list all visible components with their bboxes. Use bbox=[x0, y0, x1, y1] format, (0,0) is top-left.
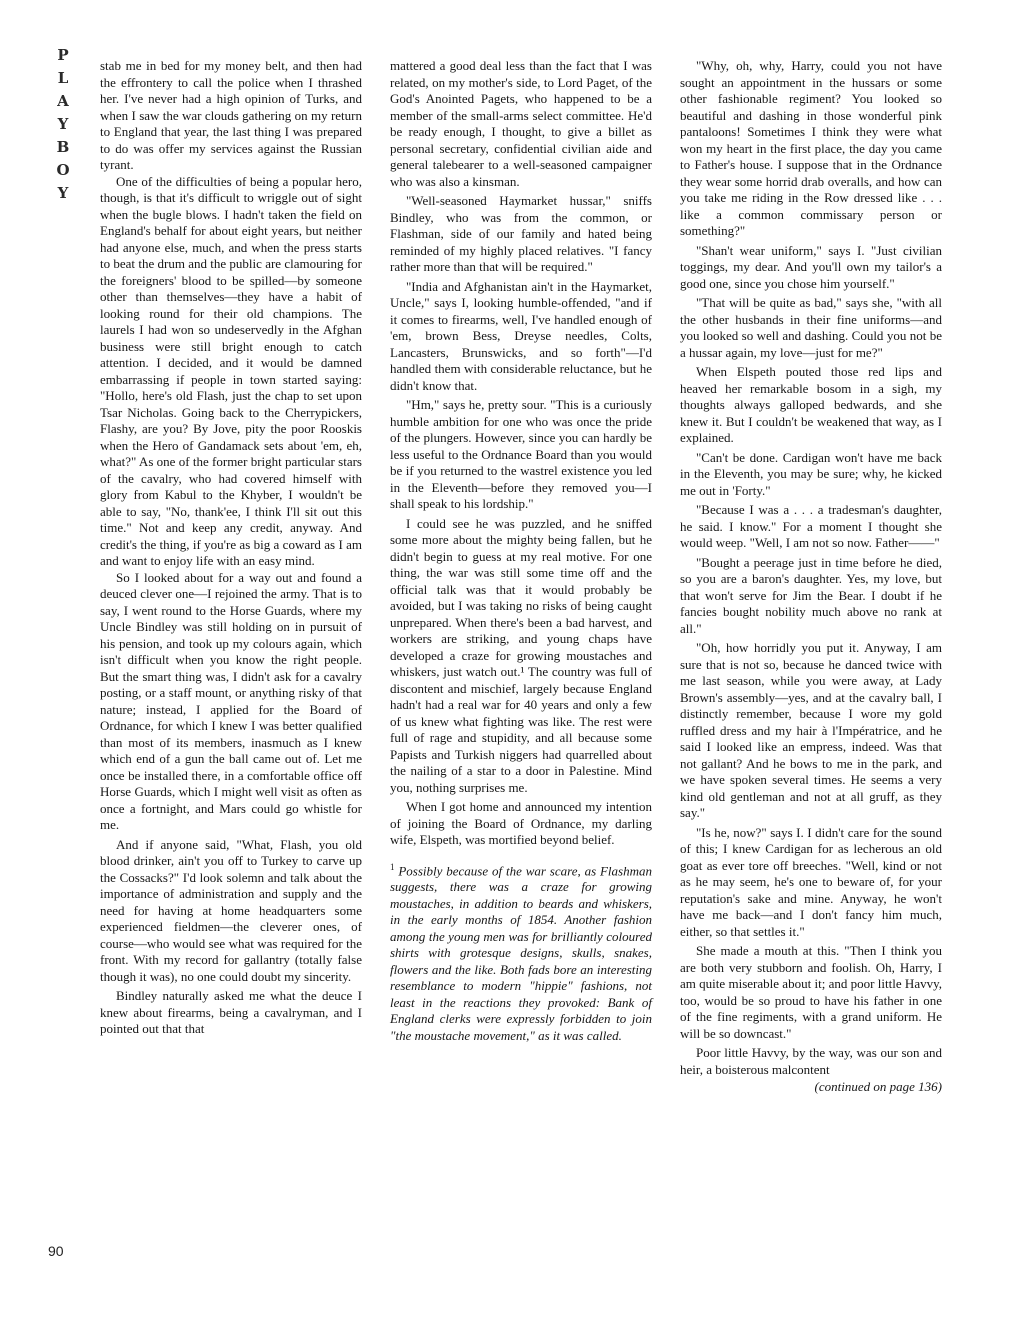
paragraph: "Why, oh, why, Harry, could you not have sought an appointment in the hussars or some other fashionable regiment? You looked so beautiful and dashing in those wonderful pink pantaloons! Sometimes I think they were what won my heart in the first place, the day you came to Father's house. I suppose that in the Ordnance they wear some horrid drab overalls, and how can you take me riding in the Row dressed like . . . like a common commissary person or something?" bbox=[680, 58, 942, 238]
paragraph: stab me in bed for my money belt, and then had the effrontery to call the police when I thrashed her. I've never had a high opinion of Turks, and when I saw the war clouds gathering on my return to England that year, the last thing I was prepared to do was offer my services against the Russian tyrant. bbox=[100, 58, 362, 172]
paragraph: "Can't be done. Cardigan won't have me back in the Eleventh, you may be sure; why, he kicked me out in 'Forty." bbox=[680, 449, 942, 498]
logo-letter: O bbox=[56, 161, 70, 179]
logo-letter: B bbox=[56, 138, 70, 156]
text-column-1 bbox=[100, 58, 362, 1038]
magazine-logo bbox=[50, 44, 76, 205]
paragraph: So I looked about for a way out and found a deuced clever one—I rejoined the army. That is to say, I went round to the Horse Guards, where my Uncle Bindley was still holding on in pursuit of his pension, and took up my colours again, which isn't difficult when you know the right people. But the smart thing was, I didn't ask for a cavalry posting, or a staff mount, or anything risky of that nature; instead, I applied for the Board of Ordnance, for which I knew I was better qualified than most of its members, inasmuch as I knew which end of a gun the ball came out of. Let me once be installed there, in a comfortable office off Horse Guards, which I might well visit as often as once a fortnight, and Mars could go whistle for me. bbox=[100, 569, 362, 832]
logo-letter: Y bbox=[57, 184, 69, 202]
paragraph: One of the difficulties of being a popular hero, though, is that it's difficult to wriggle out of sight when the bugle blows. I hadn't taken the field on England's behalf for about eight years, but neither had anyone else, much, and when the press starts to beat the drum and the public are clamouring for the foreigners' blood to be spilled—by someone other than themselves—they have a habit of looking round for their old champions. The laurels I had won so undeservedly in the Afghan business were still bright enough to catch attention. I decided, and it would be damned embarrassing if people in town started saying: "Hollo, here's old Flash, just the chap to set upon Tsar Nicholas. Going back to the Cherrypickers, Flashy, are you? By Jove, pity the poor Rooskis when the Hero of Gandamack sets about 'em, eh, what?" As one of the former bright particular stars of the cavalry, who had covered himself with glory from Kabul to the Khyber, I wouldn't be able to say, "No, thank'ee, I think I'll sit out this time." Not and keep any credit, anyway. And credit's the thing, if you're as big a coward as I am and want to enjoy life with an easy mind. bbox=[100, 173, 362, 568]
paragraph: "Because I was a . . . a tradesman's daughter, he said. I know." For a moment I thought she would weep. "Well, I am not so now. Father——" bbox=[680, 502, 942, 550]
paragraph: mattered a good deal less than the fact that I was related, on my mother's side, to Lord Paget, of the God's Anointed Pagets, who happened to be a member of the small-arms select committee. He'd be ready enough, I thought, to give a billet as personal secretary, confidential civilian aide and general talebearer to a well-seasoned campaigner who was also a kinsman. bbox=[390, 58, 652, 189]
logo-letter: P bbox=[57, 46, 69, 64]
paragraph: "Is he, now?" says I. I didn't care for the sound of this; I knew Cardigan for as lecherous an old goat as ever tore off breeches. "Well, kind or not as he may seem, he's one to beware of, for your reputation's sake and mine. Anyway, he won't have me back—and I don't fancy him much, either, so that settles it." bbox=[680, 824, 942, 939]
paragraph: When Elspeth pouted those red lips and heaved her remarkable bosom in a sigh, my thoughts always galloped bedwards, and she knew it. But I couldn't be weakened that way, as I explained. bbox=[680, 364, 942, 445]
logo-letter: L bbox=[57, 69, 69, 87]
paragraph: "Shan't wear uniform," says I. "Just civilian toggings, my dear. And you'll own my tailor's a good one, since you chose him yourself." bbox=[680, 242, 942, 291]
paragraph: "India and Afghanistan ain't in the Haymarket, Uncle," says I, looking humble-offended, "and if it comes to firearms, well, I've handled enough of 'em, brown Bess, Dreyse needles, Colts, Lancasters, Brunswicks, and so forth"—I'd handled them with considerable reluctance, but he didn't know that. bbox=[390, 278, 652, 393]
paragraph: And if anyone said, "What, Flash, you old blood drinker, ain't you off to Turkey to carve up the Cossacks?" I'd look solemn and talk about the importance of administration and supply and the need for having at home headquarters some experienced fieldmen—the cleverer ones, of course—who would see what was required for the front. With my record for gallantry (totally false though it was), no one could doubt my sincerity. bbox=[100, 836, 362, 984]
page-number: 90 bbox=[48, 1243, 64, 1259]
text-column-2 bbox=[390, 58, 652, 1044]
paragraph: "Hm," says he, pretty sour. "This is a curiously humble ambition for one who was once the pride of the plungers. However, since you can hardly be less useful to the Ordnance Board than you would be if you returned to the wastrel existence you led in the Eleventh—before they removed you—I shall speak to his lordship." bbox=[390, 397, 652, 511]
paragraph: "That will be quite as bad," says she, "with all the other husbands in their fine uniforms—and you looked so well and dashing. Could you not be a hussar again, my love—just for me?" bbox=[680, 295, 942, 360]
paragraph: Poor little Havvy, by the way, was our son and heir, a boisterous malcontent bbox=[680, 1045, 942, 1077]
paragraph: Bindley naturally asked me what the deuce I knew about firearms, being a cavalryman, and I pointed out that that bbox=[100, 988, 362, 1036]
paragraph: "Bought a peerage just in time before he died, so you are a baron's daughter. Yes, my love, but that won't serve for Jim the Bear. I doubt if he fancies bought nobility much above no rank at all." bbox=[680, 554, 942, 636]
text-column-3 bbox=[680, 58, 942, 1096]
logo-letter: Y bbox=[57, 115, 69, 133]
paragraph: "Oh, how horridly you put it. Anyway, I am sure that is not so, because he danced twice with me last season, while you were away, at Lady Brown's assembly—yes, and at the cavalry ball, I distinctly remember, because I wore my gold ruffled dress and my hair à l'Impératrice, and he said I looked like an empress, indeed. Was that not gallant? And he bows to me in the park, and we have spoken several times. He seems a very kind old gentleman and not at all gruff, as they say." bbox=[680, 640, 942, 820]
paragraph: I could see he was puzzled, and he sniffed some more about the mighty being fallen, but he didn't begin to guess at my real motive. For one thing, the war was still some time off and the official talk was that it would probably be avoided, but I was taking no risks of being caught unprepared. When there's been a bad harvest, and workers are striking, and young chaps have developed a craze for growing moustaches and whiskers, just watch out.¹ The country was full of discontent and mischief, largely because England hadn't had a real war for 40 years and only a few of us knew what fighting was like. The rest were full of rage and stupidity, and all because some Papists and Turkish niggers had quarrelled about the nailing of a star to a door in Palestine. Mind you, nothing surprises me. bbox=[390, 515, 652, 795]
footnote bbox=[390, 859, 652, 1045]
paragraph: She made a mouth at this. "Then I think you are both very stubborn and foolish. Oh, Harry, I am quite miserable about it; and poor little Havvy, too, would be so proud to have his father in one of the fine regiments, with a grand uniform. He will be so downcast." bbox=[680, 943, 942, 1041]
footnote-number: 1 bbox=[390, 861, 395, 872]
paragraph: When I got home and announced my intention of joining the Board of Ordnance, my darling wife, Elspeth, was mortified beyond belief. bbox=[390, 799, 652, 847]
footnote-text: Possibly because of the war scare, as Flashman suggests, there was a craze for growing moustaches, in addition to beards and whiskers, in the early months of 1854. Another fashion among the young men was for brilliantly coloured shirts with grotesque designs, skulls, snakes, flowers and the like. Both fads bore an interesting resemblance to modern "hippie" fashions, not least in the reactions they provoked: Bank of England clerks were expressly forbidden to join "the moustache movement," as it was called. bbox=[390, 862, 652, 1043]
paragraph: "Well-seasoned Haymarket hussar," sniffs Bindley, who was from the common, or Flashman, side of our family and hated being reminded of my highly placed relatives. "I fancy rather more than that will be required." bbox=[390, 193, 652, 274]
continued-note: (continued on page 136) bbox=[814, 1079, 942, 1094]
logo-letter: A bbox=[57, 92, 69, 110]
